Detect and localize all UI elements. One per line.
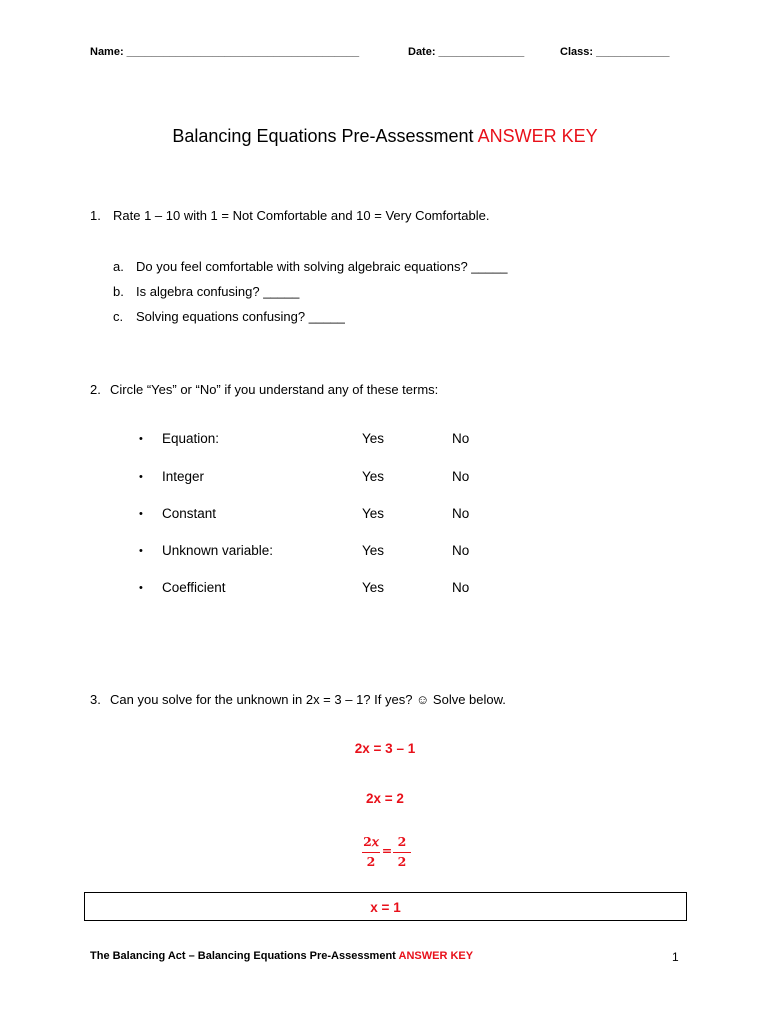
term-yes: Yes [362, 469, 385, 484]
term-label: Equation: [162, 431, 220, 446]
bullet-icon: • [139, 433, 143, 445]
term-label: Coefficient [162, 580, 226, 595]
term-no: No [452, 469, 470, 484]
term-no: No [452, 580, 470, 595]
title-answer-key: ANSWER KEY [477, 126, 598, 146]
q1-text: Rate 1 – 10 with 1 = Not Comfortable and 10 = Very Comfortable. [113, 208, 490, 223]
class-field-label: Class: ____________ [560, 46, 670, 58]
footer-text [90, 950, 473, 962]
fraction-left-denominator: 2 [366, 854, 376, 869]
q2-text: Circle “Yes” or “No” if you understand any of these terms: [110, 382, 439, 397]
q3-text: Can you solve for the unknown in 2x = 3 – 1? If yes? ☺ Solve below. [110, 692, 506, 707]
term-label: Constant [162, 506, 217, 521]
term-no: No [452, 431, 470, 446]
name-field-label: Name: ______________________________________ [90, 46, 360, 58]
term-yes: Yes [362, 506, 385, 521]
term-label: Integer [162, 469, 205, 484]
final-answer-box [84, 892, 687, 921]
footer-title: The Balancing Act – Balancing Equations Pre-Assessment [90, 950, 399, 962]
q1-item-a-text: Do you feel comfortable with solving algebraic equations? _____ [136, 259, 508, 274]
bullet-icon: • [139, 582, 143, 594]
final-answer: x = 1 [370, 900, 401, 915]
bullet-icon: • [139, 545, 143, 557]
bullet-icon: • [139, 471, 143, 483]
solution-step-3-fraction [360, 832, 420, 872]
q1-item-b-text: Is algebra confusing? _____ [136, 284, 300, 299]
q1-item-c-text: Solving equations confusing? _____ [136, 309, 345, 324]
bullet-icon: • [139, 508, 143, 520]
fraction-left-bar [362, 852, 380, 853]
page-title [0, 126, 770, 147]
fraction-right-numerator: 2 [397, 834, 407, 849]
fraction-right-bar [393, 852, 411, 853]
fraction-equals: = [381, 843, 393, 858]
solution-step-2: 2x = 2 [366, 791, 404, 806]
fraction-left-numerator: 2𝑥 [363, 834, 379, 849]
q1-item-c-label: c. [113, 309, 124, 324]
footer-answer-key: ANSWER KEY [398, 950, 474, 962]
page-number: 1 [672, 950, 679, 964]
q1-item-b-label: b. [113, 284, 124, 299]
term-no: No [452, 543, 470, 558]
fraction-right-denominator: 2 [397, 854, 407, 869]
q1-item-a-label: a. [113, 259, 124, 274]
date-field-label: Date: ______________ [408, 46, 525, 58]
term-yes: Yes [362, 431, 385, 446]
q3-number: 3. [90, 692, 101, 707]
solution-step-1: 2x = 3 – 1 [354, 741, 416, 756]
term-yes: Yes [362, 580, 385, 595]
term-no: No [452, 506, 470, 521]
q2-number: 2. [90, 382, 101, 397]
term-yes: Yes [362, 543, 385, 558]
term-label: Unknown variable: [162, 543, 274, 558]
q1-number: 1. [90, 208, 101, 223]
title-main: Balancing Equations Pre-Assessment [172, 126, 478, 146]
